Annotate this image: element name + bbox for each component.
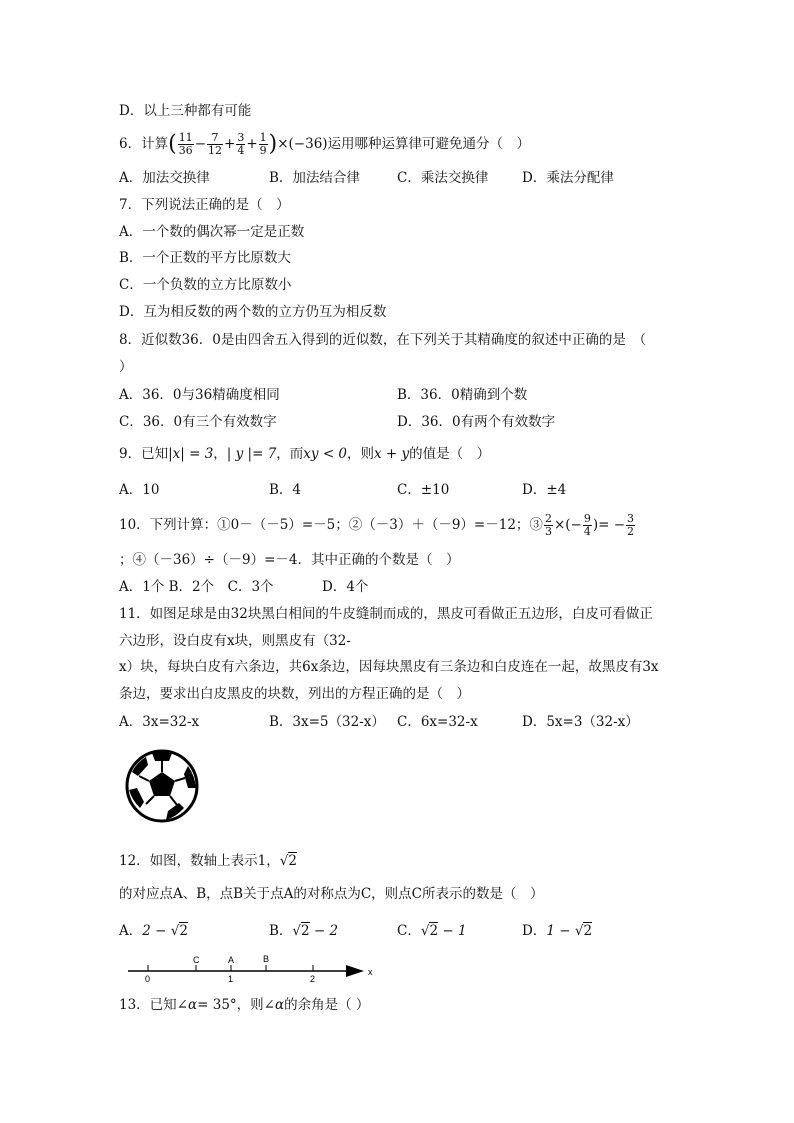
q12-sqrt-radicand: 2	[288, 853, 297, 869]
q6-f3-num: 3	[237, 131, 245, 144]
q6-f1-num: 11	[178, 131, 193, 144]
q12-option-a-label: A．	[119, 923, 143, 939]
q6-f2-num: 7	[207, 132, 223, 145]
q12-option-d-label: D．	[522, 923, 547, 939]
q10-f3-num: 3	[627, 512, 635, 525]
q11-option-d[interactable]: D．5x=3（32-x）	[522, 714, 639, 730]
soccer-ball-figure	[124, 748, 200, 824]
q5-option-d: D．以上三种都有可能	[119, 103, 252, 119]
q6-fraction-1	[178, 132, 194, 157]
q11-line4: 条边，要求出白皮黑皮的块数，列出的方程正确的是（ ）	[119, 686, 470, 702]
q13-alpha-2: α	[274, 997, 285, 1013]
axis-var-label: x	[368, 967, 373, 977]
q9-sep1: ，	[213, 446, 227, 462]
q6-stem	[119, 132, 530, 157]
q8-option-b[interactable]: B．36．0精确到个数	[397, 387, 528, 403]
q12-line1	[119, 852, 297, 870]
q6-op3: +	[246, 136, 258, 152]
q6-op1: −	[194, 136, 206, 152]
q9-option-a[interactable]: A．10	[119, 482, 160, 498]
q6-f4-den: 9	[259, 144, 267, 157]
q9-condition: xy < 0	[303, 446, 348, 462]
q10-option-d[interactable]: D．4个	[322, 579, 369, 595]
q7-option-d[interactable]: D．互为相反数的两个数的立方仍互为相反数	[119, 304, 387, 320]
q13-suffix: 的余角是（ ）	[284, 997, 370, 1013]
q6-fraction-3	[236, 132, 245, 157]
q9-abs-y: | y |= 7	[226, 446, 277, 462]
q12-option-b[interactable]	[269, 922, 338, 940]
point-label-a: A	[228, 955, 235, 965]
q9-option-c[interactable]: C．±10	[397, 482, 450, 498]
q10-fraction-2	[583, 513, 592, 538]
q6-option-d[interactable]: D．乘法分配律	[522, 170, 614, 186]
tick-label-0: 0	[145, 974, 151, 984]
q6-op2: +	[224, 136, 236, 152]
q8-option-a[interactable]: A．36．0与36精确度相同	[119, 387, 280, 403]
q10-fraction-3	[626, 513, 635, 538]
q7-option-b[interactable]: B．一个正数的平方比原数大	[119, 250, 291, 266]
q9-expression: x + y	[374, 446, 410, 462]
q10-f2-num: 9	[583, 512, 591, 525]
point-label-c: C	[193, 955, 200, 965]
q11-line2: 六边形，设白皮有x块，则黑皮有（32-	[119, 633, 351, 649]
q9-stem	[119, 445, 490, 463]
q10-f2-den: 4	[583, 525, 591, 538]
q9-option-d[interactable]: D．±4	[522, 482, 567, 498]
sqrt-symbol: √	[574, 923, 584, 939]
q6-prefix: 6．计算	[119, 136, 169, 152]
q12-option-c-post: − 1	[442, 923, 467, 939]
q6-option-c[interactable]: C．乘法交换律	[397, 170, 489, 186]
q6-paren-close: )	[268, 131, 278, 157]
q12-option-a-radicand: 2	[179, 923, 188, 939]
q6-times: ×(−36)	[277, 136, 328, 152]
q10-line2: ；④（－36）÷（－9）=－4．其中正确的个数是（ ）	[119, 552, 460, 568]
q12-option-b-post: − 2	[313, 923, 339, 939]
q10-f3-den: 2	[627, 525, 635, 538]
q6-option-b[interactable]: B．加法结合律	[269, 170, 360, 186]
q10-stem	[119, 513, 636, 538]
q10-f1-den: 3	[544, 525, 552, 538]
q12-option-c[interactable]	[397, 922, 467, 940]
q6-option-a[interactable]: A．加法交换律	[119, 170, 210, 186]
sqrt-symbol: √	[292, 923, 302, 939]
q12-line1-text: 12．如图，数轴上表示1，	[119, 853, 280, 869]
q13-eq: = 35°	[197, 997, 237, 1013]
q6-f3-den: 4	[237, 144, 245, 157]
q12-option-c-label: C．	[397, 923, 421, 939]
sqrt-symbol: √	[279, 853, 289, 869]
q13-prefix: 13．已知∠	[119, 997, 188, 1013]
q9-prefix: 9．已知	[119, 446, 169, 462]
tick-label-1: 1	[228, 974, 234, 984]
q12-line2: 的对应点A、B，点B关于点A的对称点为C，则点C所表示的数是（ ）	[119, 886, 544, 902]
point-label-b: B	[263, 954, 270, 964]
q6-fraction-4	[259, 132, 268, 157]
q8-option-c[interactable]: C．36．0有三个有效数字	[119, 414, 277, 430]
q9-suffix: 的值是（ ）	[409, 446, 491, 462]
tick-label-2: 2	[310, 974, 316, 984]
q12-option-c-radicand: 2	[429, 923, 439, 939]
q12-option-d[interactable]	[522, 922, 592, 940]
q10-eq: )= −	[592, 517, 626, 533]
q11-option-c[interactable]: C．6x=32-x	[397, 714, 478, 730]
q7-stem: 7．下列说法正确的是（ ）	[119, 197, 290, 213]
q13-stem	[119, 996, 369, 1014]
sqrt-symbol: √	[420, 923, 430, 939]
q12-option-a[interactable]	[119, 922, 188, 940]
q12-option-b-label: B．	[269, 923, 293, 939]
q6-suffix: 运用哪种运算律可避免通分（ ）	[327, 136, 531, 152]
sqrt-symbol: √	[170, 923, 180, 939]
q7-option-c[interactable]: C．一个负数的立方比原数小	[119, 277, 292, 293]
q13-mid: ，则∠	[236, 997, 275, 1013]
q12-option-d-pre: 1 −	[546, 923, 571, 939]
q6-fraction-2	[207, 132, 223, 157]
q8-option-d[interactable]: D．36．0有两个有效数字	[397, 414, 556, 430]
q6-f2-den: 12	[208, 144, 222, 157]
q11-option-b[interactable]: B．3x=5（32-x）	[269, 714, 385, 730]
q10-mid: ×(−	[553, 517, 582, 533]
q12-option-d-radicand: 2	[583, 923, 593, 939]
q6-f1-den: 36	[178, 144, 193, 157]
q6-f4-num: 1	[259, 131, 267, 144]
q10-fraction-1	[544, 513, 553, 538]
q11-line3: x）块，每块白皮有六条边，共6x条边，因每块黑皮有三条边和白皮连在一起，故黑皮有3x	[119, 659, 659, 675]
q8-stem: 8．近似数36．0是由四舍五入得到的近似数，在下列关于其精确度的叙述中正确的是 （	[119, 332, 647, 348]
q10-prefix: 10．下列计算：①0－（－5）=－5；②（－3）＋（－9）=－12；③	[119, 517, 543, 533]
q11-option-a[interactable]: A．3x=32-x	[119, 714, 200, 730]
q9-abs-x: |x| = 3	[168, 446, 214, 462]
q6-paren-open: (	[168, 131, 177, 157]
number-line-figure	[124, 950, 384, 990]
q12-option-a-pre: 2 −	[142, 923, 167, 939]
q9-sep2: ，而	[276, 446, 304, 462]
axis-arrow-icon	[346, 965, 364, 977]
q10-option-abc[interactable]: A．1个 B．2个 C．3个	[119, 579, 274, 595]
q11-line1: 11．如图足球是由32块黑白相间的牛皮缝制而成的，黑皮可看做正五边形，白皮可看做正	[119, 606, 653, 622]
q9-option-b[interactable]: B．4	[269, 482, 302, 498]
q7-option-a[interactable]: A．一个数的偶次幂一定是正数	[119, 224, 305, 240]
q12-option-b-radicand: 2	[301, 923, 310, 939]
q10-f1-num: 2	[544, 512, 552, 525]
q8-stem-cont: ）	[119, 359, 133, 375]
q13-alpha: α	[188, 997, 198, 1013]
q9-sep3: ，则	[347, 446, 375, 462]
